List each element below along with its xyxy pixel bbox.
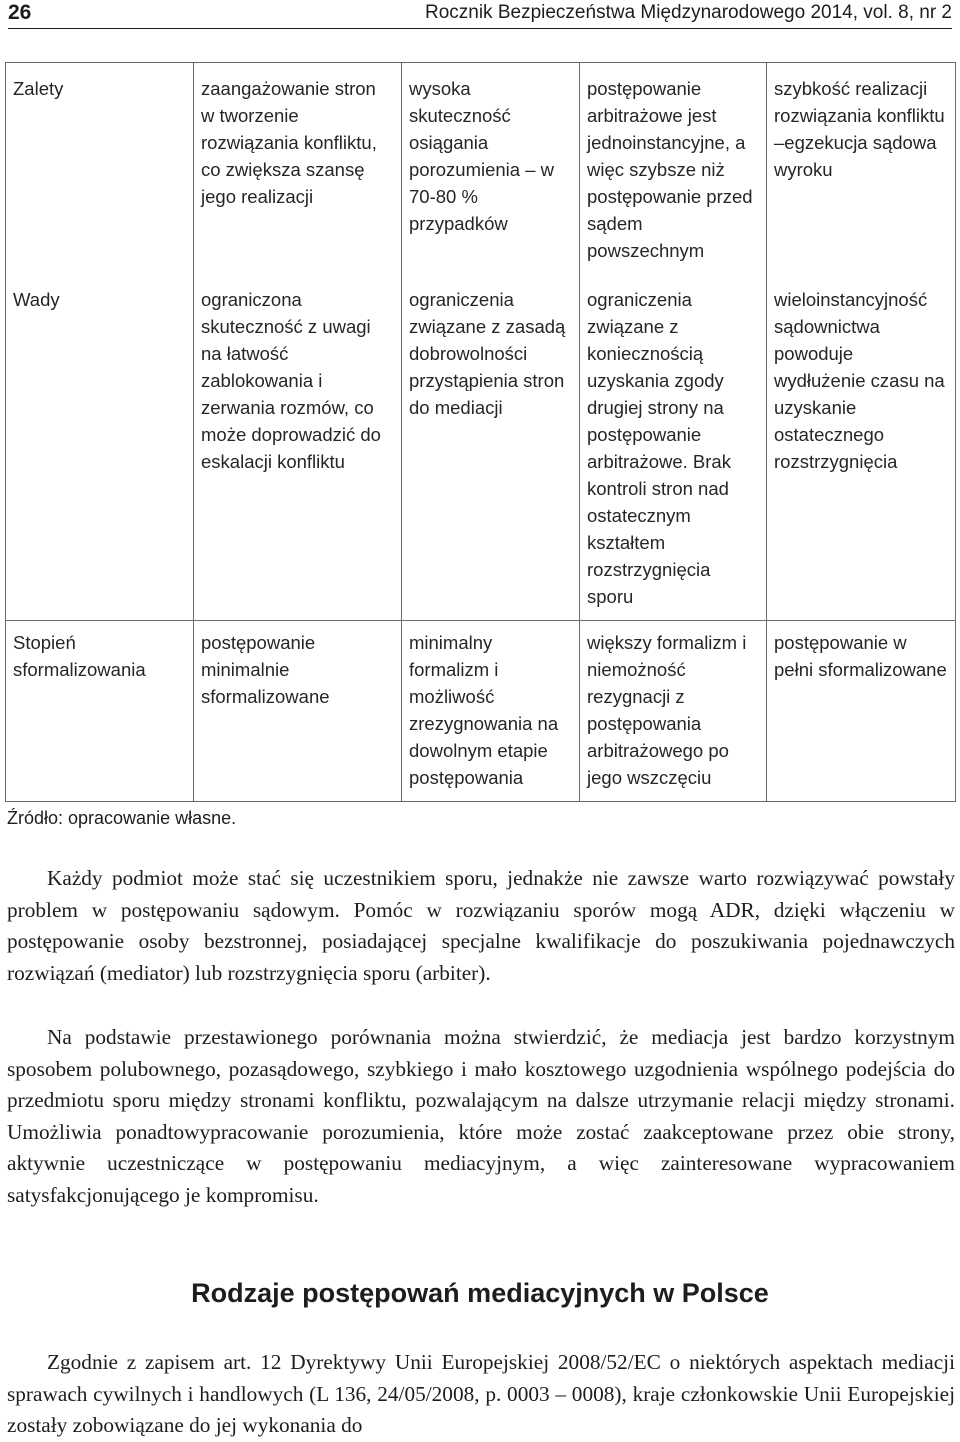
table-source-note: Źródło: opracowanie własne. <box>7 808 237 828</box>
table-row <box>6 274 956 621</box>
table-cell: większy formalizm i niemożność rezygnacji z postępowania arbitrażowego po jego wszczęciu <box>580 621 767 802</box>
running-title: Rocznik Bezpieczeństwa Międzynarodowego 2014, vol. 8, nr 2 <box>424 2 952 23</box>
table-cell: zaangażowanie stron w tworzenie rozwiązania konfliktu, co zwiększa szansę jego realizacji <box>194 63 402 275</box>
table-cell: wysoka skuteczność osiągania porozumienia – w 70-80 % przypadków <box>402 63 580 275</box>
table-row <box>6 621 956 802</box>
comparison-table <box>5 62 956 802</box>
table-cell: postępowanie w pełni sformalizowane <box>767 621 956 802</box>
table-cell: szybkość realizacji rozwiązania konfliktu –egzekucja sądowa wyroku <box>767 63 956 275</box>
body-paragraph: Każdy podmiot może stać się uczestnikiem sporu, jednakże nie zawsze warto rozwiązywać powstały problem w postępowaniu sądowym. Pomóc w rozwiązaniu sporów mogą ADR, dzięki włączeniu w postępowanie osoby bezstronnej, posiadającej specjalne kwalifikacje do poszukiwania pojednawczych rozwiązań (mediator) lub rozstrzygnięcia sporu (arbiter). <box>7 866 955 985</box>
row-label-advantages: Zalety <box>6 63 194 275</box>
table-row <box>6 63 956 275</box>
table-cell: minimalny formalizm i możliwość zrezygnowania na dowolnym etapie postępowania <box>402 621 580 802</box>
row-label-disadvantages: Wady <box>6 274 194 621</box>
body-paragraph: Na podstawie przestawionego porównania można stwierdzić, że mediacja jest bardzo korzystnym sposobem polubownego, pozasądowego, szybkiego i mało kosztowego uzgodnienia wspólnego podejścia do przedmiotu sporu między stronami konfliktu, pozwalającym na dalsze utrzymanie relacji między stronami. Umożliwia ponadtowypracowanie porozumienia, które może zostać zaakceptowane przez obie strony, aktywnie uczestniczące w postępowaniu mediacyjnym, a więc zainteresowane wypracowaniem satysfakcjonującego je kompromisu. <box>7 1025 955 1207</box>
table-cell: postępowanie arbitrażowe jest jednoinstancyjne, a więc szybsze niż postępowanie przed sądem powszechnym <box>580 63 767 275</box>
section-heading: Rodzaje postępowań mediacyjnych w Polsce <box>191 1278 769 1308</box>
body-paragraph: Zgodnie z zapisem art. 12 Dyrektywy Unii Europejskiej 2008/52/EC o niektórych aspektach mediacji sprawach cywilnych i handlowych (L 136, 24/05/2008, p. 0003 – 0008), kraje członkowskie Unii Europejskiej zostały zobowiązane do jej wykonania do <box>7 1350 955 1437</box>
table-cell: postępowanie minimalnie sformalizowane <box>194 621 402 802</box>
page-header <box>8 0 952 29</box>
table-cell: wieloinstancyjność sądownictwa powoduje wydłużenie czasu na uzyskanie ostatecznego rozstrzygnięcia <box>767 274 956 621</box>
table-cell: ograniczenia związane z koniecznością uzyskania zgody drugiej strony na postępowanie arbitrażowe. Brak kontroli stron nad ostatecznym kształtem rozstrzygnięcia sporu <box>580 274 767 621</box>
page-number: 26 <box>8 1 32 24</box>
row-label-formalization: Stopień sformalizowania <box>6 621 194 802</box>
table-cell: ograniczenia związane z zasadą dobrowolności przystąpienia stron do mediacji <box>402 274 580 621</box>
table-cell: ograniczona skuteczność z uwagi na łatwość zablokowania i zerwania rozmów, co może doprowadzić do eskalacji konfliktu <box>194 274 402 621</box>
